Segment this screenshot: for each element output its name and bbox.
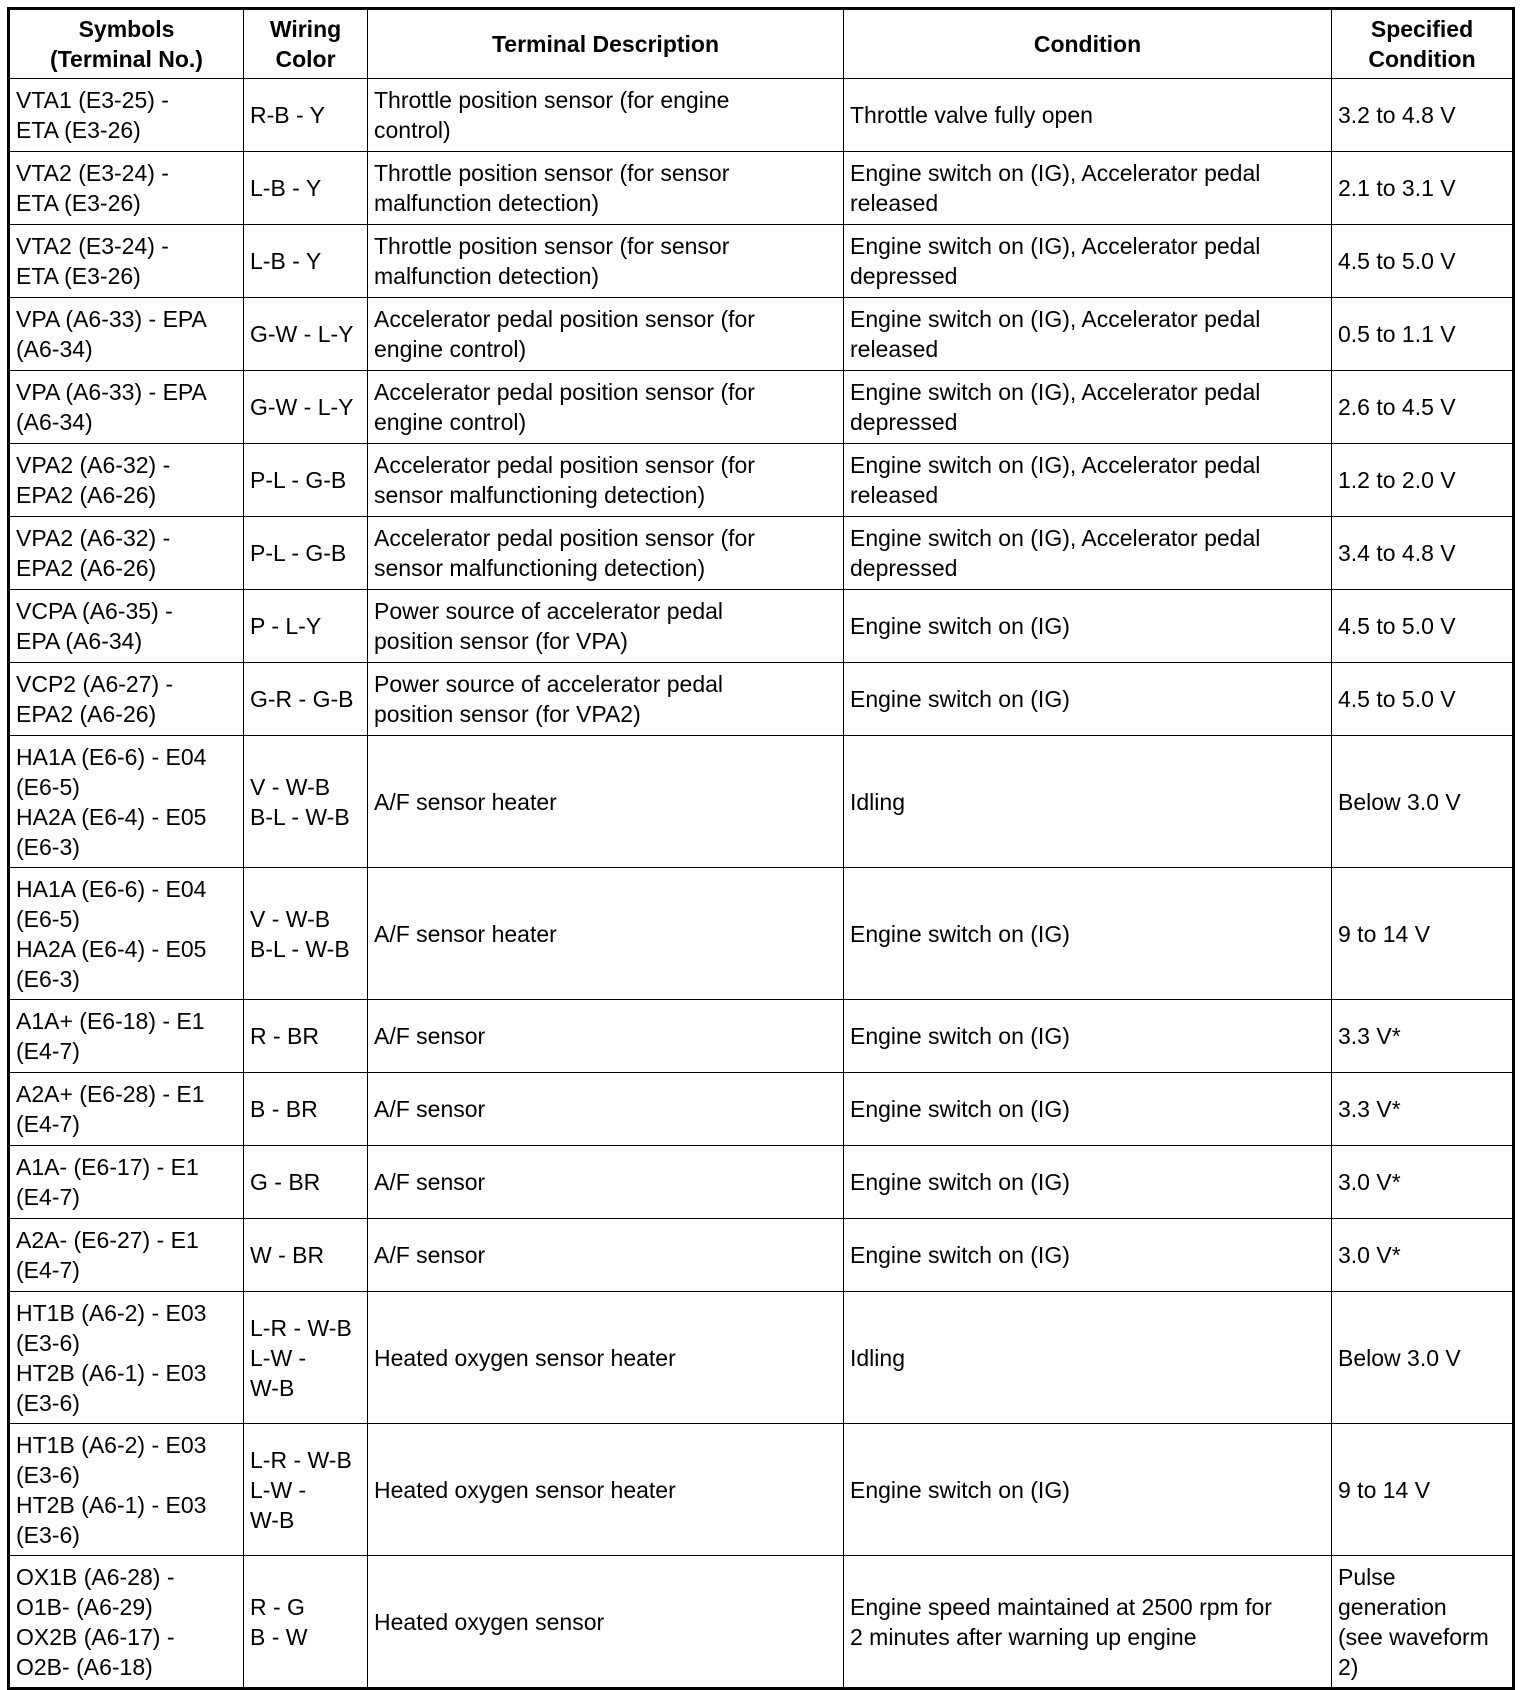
cell-terminal-description: Accelerator pedal position sensor (for engine control)	[368, 371, 844, 444]
cell-condition: Engine switch on (IG), Accelerator pedal released	[844, 298, 1332, 371]
cell-wiring-color: L-R - W-B L-W - W-B	[244, 1292, 368, 1424]
cell-specified-condition: 0.5 to 1.1 V	[1332, 298, 1514, 371]
cell-condition: Engine switch on (IG), Accelerator pedal released	[844, 444, 1332, 517]
cell-condition: Engine switch on (IG)	[844, 1000, 1332, 1073]
cell-terminal-description: A/F sensor	[368, 1146, 844, 1219]
table-row	[9, 736, 1514, 868]
table-row	[9, 1000, 1514, 1073]
cell-terminal-description: A/F sensor	[368, 1073, 844, 1146]
cell-symbols: VPA (A6-33) - EPA (A6-34)	[9, 371, 244, 444]
cell-symbols: VCPA (A6-35) - EPA (A6-34)	[9, 590, 244, 663]
cell-terminal-description: Throttle position sensor (for sensor malfunction detection)	[368, 152, 844, 225]
cell-condition: Engine speed maintained at 2500 rpm for 2 minutes after warning up engine	[844, 1556, 1332, 1689]
cell-terminal-description: A/F sensor heater	[368, 736, 844, 868]
cell-specified-condition: 4.5 to 5.0 V	[1332, 590, 1514, 663]
cell-terminal-description: Heated oxygen sensor	[368, 1556, 844, 1689]
table-row	[9, 590, 1514, 663]
cell-terminal-description: Accelerator pedal position sensor (for engine control)	[368, 298, 844, 371]
header-specified-condition: Specified Condition	[1332, 9, 1514, 79]
cell-specified-condition: 3.3 V*	[1332, 1000, 1514, 1073]
cell-specified-condition: 3.0 V*	[1332, 1146, 1514, 1219]
table-row	[9, 868, 1514, 1000]
cell-symbols: A2A+ (E6-28) - E1 (E4-7)	[9, 1073, 244, 1146]
cell-terminal-description: Heated oxygen sensor heater	[368, 1424, 844, 1556]
cell-condition: Engine switch on (IG)	[844, 663, 1332, 736]
cell-specified-condition: 4.5 to 5.0 V	[1332, 663, 1514, 736]
cell-symbols: HA1A (E6-6) - E04 (E6-5) HA2A (E6-4) - E05 (E6-3)	[9, 868, 244, 1000]
cell-symbols: A1A+ (E6-18) - E1 (E4-7)	[9, 1000, 244, 1073]
cell-specified-condition: 3.4 to 4.8 V	[1332, 517, 1514, 590]
table-row	[9, 444, 1514, 517]
cell-condition: Engine switch on (IG), Accelerator pedal depressed	[844, 517, 1332, 590]
cell-wiring-color: B - BR	[244, 1073, 368, 1146]
cell-terminal-description: Throttle position sensor (for engine control)	[368, 79, 844, 152]
terminal-spec-table	[7, 7, 1515, 1690]
header-row	[9, 9, 1514, 79]
cell-condition: Throttle valve fully open	[844, 79, 1332, 152]
cell-condition: Engine switch on (IG), Accelerator pedal depressed	[844, 225, 1332, 298]
cell-wiring-color: P-L - G-B	[244, 517, 368, 590]
cell-specified-condition: Below 3.0 V	[1332, 1292, 1514, 1424]
cell-symbols: HA1A (E6-6) - E04 (E6-5) HA2A (E6-4) - E05 (E6-3)	[9, 736, 244, 868]
cell-wiring-color: L-B - Y	[244, 225, 368, 298]
cell-terminal-description: Heated oxygen sensor heater	[368, 1292, 844, 1424]
cell-specified-condition: 3.2 to 4.8 V	[1332, 79, 1514, 152]
cell-wiring-color: V - W-B B-L - W-B	[244, 868, 368, 1000]
cell-wiring-color: G-R - G-B	[244, 663, 368, 736]
cell-wiring-color: G - BR	[244, 1146, 368, 1219]
cell-wiring-color: W - BR	[244, 1219, 368, 1292]
cell-specified-condition: 3.0 V*	[1332, 1219, 1514, 1292]
cell-symbols: HT1B (A6-2) - E03 (E3-6) HT2B (A6-1) - E03 (E3-6)	[9, 1424, 244, 1556]
table-row	[9, 152, 1514, 225]
cell-condition: Engine switch on (IG)	[844, 1219, 1332, 1292]
table-row	[9, 1073, 1514, 1146]
cell-condition: Idling	[844, 736, 1332, 868]
cell-condition: Engine switch on (IG)	[844, 1146, 1332, 1219]
terminal-spec-table-container	[7, 7, 1512, 1690]
table-row	[9, 1219, 1514, 1292]
cell-symbols: VTA2 (E3-24) - ETA (E3-26)	[9, 152, 244, 225]
table-row	[9, 663, 1514, 736]
cell-specified-condition: 3.3 V*	[1332, 1073, 1514, 1146]
cell-condition: Idling	[844, 1292, 1332, 1424]
header-symbols: Symbols (Terminal No.)	[9, 9, 244, 79]
table-row	[9, 79, 1514, 152]
cell-symbols: VTA1 (E3-25) - ETA (E3-26)	[9, 79, 244, 152]
cell-wiring-color: R - G B - W	[244, 1556, 368, 1689]
cell-terminal-description: Accelerator pedal position sensor (for sensor malfunctioning detection)	[368, 517, 844, 590]
cell-symbols: VPA2 (A6-32) - EPA2 (A6-26)	[9, 444, 244, 517]
header-terminal-description: Terminal Description	[368, 9, 844, 79]
cell-symbols: HT1B (A6-2) - E03 (E3-6) HT2B (A6-1) - E03 (E3-6)	[9, 1292, 244, 1424]
cell-wiring-color: L-R - W-B L-W - W-B	[244, 1424, 368, 1556]
cell-terminal-description: Power source of accelerator pedal position sensor (for VPA)	[368, 590, 844, 663]
cell-symbols: OX1B (A6-28) - O1B- (A6-29) OX2B (A6-17) - O2B- (A6-18)	[9, 1556, 244, 1689]
table-row	[9, 1146, 1514, 1219]
cell-terminal-description: Throttle position sensor (for sensor malfunction detection)	[368, 225, 844, 298]
cell-specified-condition: Below 3.0 V	[1332, 736, 1514, 868]
cell-symbols: A1A- (E6-17) - E1 (E4-7)	[9, 1146, 244, 1219]
cell-condition: Engine switch on (IG)	[844, 1424, 1332, 1556]
cell-symbols: VCP2 (A6-27) - EPA2 (A6-26)	[9, 663, 244, 736]
cell-wiring-color: R - BR	[244, 1000, 368, 1073]
cell-specified-condition: 9 to 14 V	[1332, 868, 1514, 1000]
cell-wiring-color: P - L-Y	[244, 590, 368, 663]
cell-wiring-color: R-B - Y	[244, 79, 368, 152]
cell-symbols: VPA (A6-33) - EPA (A6-34)	[9, 298, 244, 371]
cell-wiring-color: G-W - L-Y	[244, 298, 368, 371]
cell-specified-condition: 1.2 to 2.0 V	[1332, 444, 1514, 517]
cell-condition: Engine switch on (IG), Accelerator pedal released	[844, 152, 1332, 225]
cell-terminal-description: A/F sensor heater	[368, 868, 844, 1000]
cell-terminal-description: Accelerator pedal position sensor (for sensor malfunctioning detection)	[368, 444, 844, 517]
cell-condition: Engine switch on (IG)	[844, 590, 1332, 663]
header-wiring-color: Wiring Color	[244, 9, 368, 79]
cell-wiring-color: L-B - Y	[244, 152, 368, 225]
cell-condition: Engine switch on (IG)	[844, 1073, 1332, 1146]
table-row	[9, 1556, 1514, 1689]
cell-specified-condition: Pulse generation (see waveform 2)	[1332, 1556, 1514, 1689]
cell-condition: Engine switch on (IG)	[844, 868, 1332, 1000]
cell-wiring-color: V - W-B B-L - W-B	[244, 736, 368, 868]
table-row	[9, 1292, 1514, 1424]
cell-specified-condition: 2.6 to 4.5 V	[1332, 371, 1514, 444]
cell-symbols: VTA2 (E3-24) - ETA (E3-26)	[9, 225, 244, 298]
table-row	[9, 1424, 1514, 1556]
table-row	[9, 298, 1514, 371]
header-condition: Condition	[844, 9, 1332, 79]
table-row	[9, 371, 1514, 444]
cell-terminal-description: A/F sensor	[368, 1000, 844, 1073]
cell-condition: Engine switch on (IG), Accelerator pedal depressed	[844, 371, 1332, 444]
table-row	[9, 517, 1514, 590]
cell-symbols: VPA2 (A6-32) - EPA2 (A6-26)	[9, 517, 244, 590]
cell-terminal-description: A/F sensor	[368, 1219, 844, 1292]
table-row	[9, 225, 1514, 298]
cell-symbols: A2A- (E6-27) - E1 (E4-7)	[9, 1219, 244, 1292]
cell-terminal-description: Power source of accelerator pedal position sensor (for VPA2)	[368, 663, 844, 736]
cell-specified-condition: 2.1 to 3.1 V	[1332, 152, 1514, 225]
cell-specified-condition: 9 to 14 V	[1332, 1424, 1514, 1556]
cell-specified-condition: 4.5 to 5.0 V	[1332, 225, 1514, 298]
cell-wiring-color: G-W - L-Y	[244, 371, 368, 444]
cell-wiring-color: P-L - G-B	[244, 444, 368, 517]
